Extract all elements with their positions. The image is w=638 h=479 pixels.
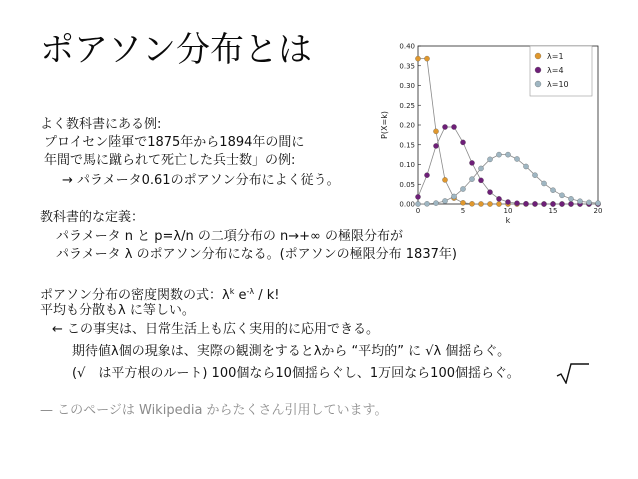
series-3-point [442, 198, 447, 203]
legend-label-1: λ=1 [547, 52, 564, 61]
y-tick-label: 0.20 [399, 121, 415, 130]
series-3-point [559, 193, 564, 198]
legend-marker-3 [535, 81, 541, 87]
series-1-point [442, 177, 447, 182]
series-3-point [433, 200, 438, 205]
series-1-point [460, 200, 465, 205]
intro-line-3: 年間で馬に蹴られて死亡した兵士数」の例: [44, 153, 296, 168]
x-tick-label: 0 [415, 207, 421, 215]
series-3-point [487, 157, 492, 162]
series-2-point [478, 178, 483, 183]
y-tick-label: 0.15 [399, 141, 415, 150]
series-1-point [469, 201, 474, 206]
x-axis-label: k [505, 216, 511, 225]
y-tick-label: 0.00 [399, 200, 415, 209]
formula-sup-neg-lambda: -λ [246, 287, 255, 296]
density-label: ポアソン分布の密度関数の式： [40, 288, 223, 303]
y-tick-label: 0.05 [399, 180, 415, 189]
formula-e: e [234, 288, 247, 303]
series-1-point [496, 201, 501, 206]
series-3-point [415, 201, 420, 206]
density-line-4: 期待値λ個の現象は、実際の観測をするとλから “平均的” に √λ 個揺らぐ。 [72, 344, 511, 359]
formula-lambda: λ [222, 288, 230, 303]
series-1-point [424, 56, 429, 61]
series-2-point [442, 124, 447, 129]
series-3-point [595, 201, 600, 206]
y-tick-label: 0.35 [399, 62, 415, 71]
series-2-point [433, 143, 438, 148]
series-3-point [469, 177, 474, 182]
series-2-point [568, 201, 573, 206]
y-tick-label: 0.10 [399, 161, 415, 169]
legend-label-2: λ=4 [547, 66, 564, 75]
density-line-5: (√ は平方根のルート) 100個なら10個揺らぐし、1万回なら100個揺らぐ。 [72, 366, 520, 381]
series-1-point [415, 56, 420, 61]
density-formula-line [40, 283, 280, 304]
slide-title: ポアソン分布とは [40, 30, 312, 70]
legend-marker-1 [535, 53, 541, 59]
y-tick-label: 0.25 [399, 101, 415, 110]
x-tick-label: 10 [503, 207, 513, 215]
series-1-point [487, 201, 492, 206]
footer-note: — このページは Wikipedia からたくさん引用しています。 [40, 403, 388, 418]
series-2-point [469, 160, 474, 165]
square-root-symbol [556, 362, 590, 384]
legend-marker-2 [535, 67, 541, 73]
formula-tail: / k! [254, 288, 280, 303]
y-axis-label: P(X=k) [380, 111, 389, 139]
series-3-point [478, 166, 483, 171]
series-1-point [478, 201, 483, 206]
intro-line-2: プロイセン陸軍で1875年から1894年の間に [44, 135, 305, 150]
series-3-point [541, 181, 546, 186]
density-line-2: 平均も分散もλ に等しい。 [40, 303, 195, 318]
series-line-2 [418, 127, 598, 204]
intro-heading: よく教科書にある例: [40, 117, 162, 132]
series-2-point [559, 201, 564, 206]
series-3-point [514, 156, 519, 161]
series-3-point [451, 194, 456, 199]
series-3-point [523, 164, 528, 169]
series-3-point [505, 152, 510, 157]
series-2-point [451, 124, 456, 129]
series-2-point [424, 173, 429, 178]
series-2-point [523, 201, 528, 206]
poisson-chart [378, 40, 610, 230]
definition-line-1: パラメータ n と p=λ/n の二項分布の n→+∞ の極限分布が [56, 229, 403, 244]
series-2-point [514, 201, 519, 206]
series-2-point [541, 201, 546, 206]
definition-line-2: パラメータ λ のポアソン分布になる。(ポアソンの極限分布 1837年) [56, 247, 457, 262]
series-3-point [496, 152, 501, 157]
formula-sup-k: k [229, 287, 235, 296]
series-2-point [505, 199, 510, 204]
intro-line-4: → パラメータ0.61のポアソン分布によく従う。 [62, 173, 340, 188]
legend-label-3: λ=10 [547, 80, 569, 89]
series-3-point [577, 199, 582, 204]
series-2-point [415, 194, 420, 199]
y-tick-label: 0.40 [399, 42, 415, 51]
series-3-point [550, 188, 555, 193]
x-tick-label: 5 [460, 207, 466, 215]
series-3-point [460, 186, 465, 191]
series-2-point [460, 140, 465, 145]
series-2-point [550, 201, 555, 206]
series-3-point [532, 173, 537, 178]
series-3-point [424, 201, 429, 206]
series-3-point [568, 196, 573, 201]
x-tick-label: 20 [593, 207, 603, 215]
series-2-point [496, 196, 501, 201]
series-2-point [532, 201, 537, 206]
series-3-point [586, 200, 591, 205]
series-2-point [487, 190, 492, 195]
x-tick-label: 15 [548, 207, 558, 215]
y-tick-label: 0.30 [399, 82, 415, 90]
density-line-3: ← この事実は、日常生活上も広く実用的に応用できる。 [52, 322, 380, 337]
definition-heading: 教科書的な定義： [40, 210, 145, 225]
series-1-point [433, 129, 438, 134]
